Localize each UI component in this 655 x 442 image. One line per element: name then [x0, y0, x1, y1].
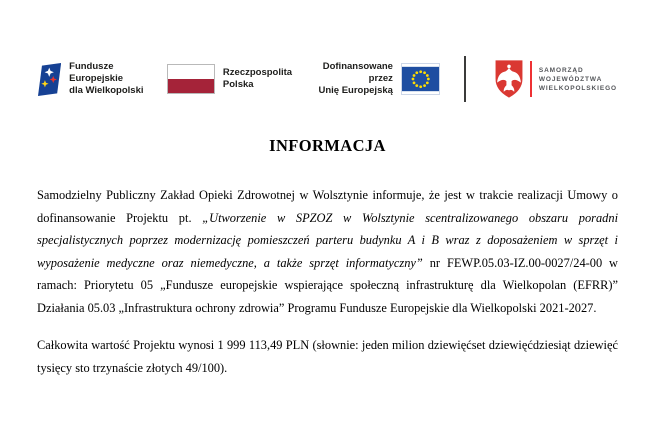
vertical-divider — [464, 56, 466, 102]
poland-flag-white-stripe — [168, 65, 214, 79]
project-info-text-end: nr FEWP.05.03-IZ.00-0027/24-00 w ramach: Priorytetu 05 „Fundusze europejskie wspierające społeczną infrastrukturę dla Wielkopolan (EFRR)” Działania 05.03 „Infrastruktura ochrony zdrowia” Programu Fundusze Europejskie dla Wielkopolski 2021-2027. — [37, 255, 618, 315]
samorzad-wielkopolska-logo — [494, 59, 617, 99]
fe-logo-label — [69, 61, 147, 97]
samorzad-label-line1: SAMORZĄD — [538, 66, 584, 74]
paragraph-project-value: Całkowita wartość Projektu wynosi 1 999 113,49 PLN (słownie: jeden milion dziewięćset dziewięćdziesiąt dziewięć tysięcy sto trzynaście złotych 49/100). — [37, 338, 618, 375]
fe-logo-label-line1: Fundusze Europejskie — [69, 61, 123, 84]
fe-flag-icon — [38, 58, 61, 101]
funding-logos-bar — [0, 50, 655, 108]
poland-flag-icon — [167, 64, 215, 94]
eu-funding-label-line2: Unię Europejską — [318, 85, 393, 96]
samorzad-label-line3: WIELKOPOLSKIEGO — [538, 84, 617, 92]
red-separator-line — [530, 61, 532, 97]
page-title: INFORMACJA — [269, 136, 386, 155]
project-title-italic: „Utworzenie w SPZOZ w Wolsztynie scentralizowanego obszaru poradni specjalistycznych poprzez modernizację pomieszczeń parteru budynku A i B wraz z doposażeniem w sprzęt i wyposażenie medyczne oraz niemedyczne, a także sprzęt informatyczny” — [37, 210, 619, 270]
fe-logo-label-line2: dla Wielkopolski — [69, 85, 144, 96]
poland-logo-label-line2: Polska — [222, 79, 254, 90]
fe-wielkopolska-logo — [38, 58, 147, 101]
eu-flag-icon — [401, 63, 440, 95]
poland-logo-label — [223, 67, 292, 91]
poland-logo-label-line1: Rzeczpospolita — [222, 67, 293, 78]
eu-funding-logo — [314, 61, 440, 97]
paragraph-project-info — [37, 184, 618, 319]
poland-flag-red-stripe — [168, 79, 214, 93]
wielkopolska-crest-icon — [494, 59, 524, 99]
project-info-text-start: Samodzielny Publiczny Zakład Opieki Zdrowotnej w Wolsztynie informuje, że jest w trakcie realizacji Umowy o dofinansowanie Projektu pt. — [37, 188, 618, 225]
document-body — [37, 184, 618, 379]
eu-funding-label-line1: Dofinansowane przez — [322, 61, 393, 84]
samorzad-label-line2: WOJEWÓDZTWA — [538, 75, 603, 83]
poland-logo — [167, 64, 292, 94]
eu-funding-label — [314, 61, 393, 97]
samorzad-label — [539, 66, 617, 93]
